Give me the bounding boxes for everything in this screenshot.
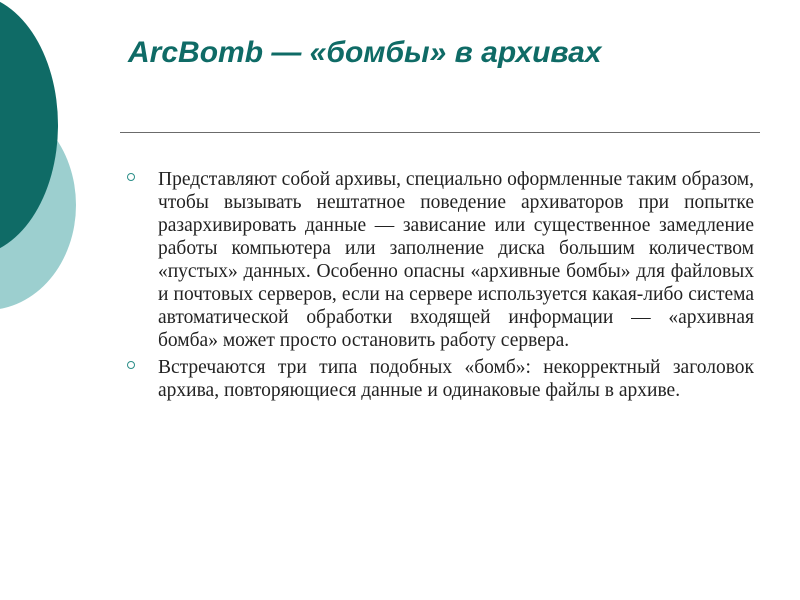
bullet-text: Встречаются три типа подобных «бомб»: некорректный заголовок архива, повторяющиеся данные и одинаковые файлы в архиве. [158, 357, 754, 401]
circle-bullet-icon [127, 361, 135, 369]
title-divider [120, 132, 760, 133]
bullet-text: Представляют собой архивы, специально оформленные таким образом, чтобы вызывать нештатное поведение архиваторов при попытке разархивировать данные — зависание или существенное замедление работы компьютера или заполнение диска большим количеством «пустых» данных. Особенно опасны «архивные бомбы» для файловых и почтовых серверов, если на сервере используется какая-либо система автоматической обработки входящей информации — «архивная бомба» может просто остановить работу сервера. [158, 169, 754, 351]
bullet-item [126, 168, 754, 352]
slide-title: ArcBomb — «бомбы» в архивах [128, 36, 602, 69]
circle-bullet-icon [127, 173, 135, 181]
bullet-item [126, 356, 754, 402]
bullet-list [126, 168, 754, 406]
